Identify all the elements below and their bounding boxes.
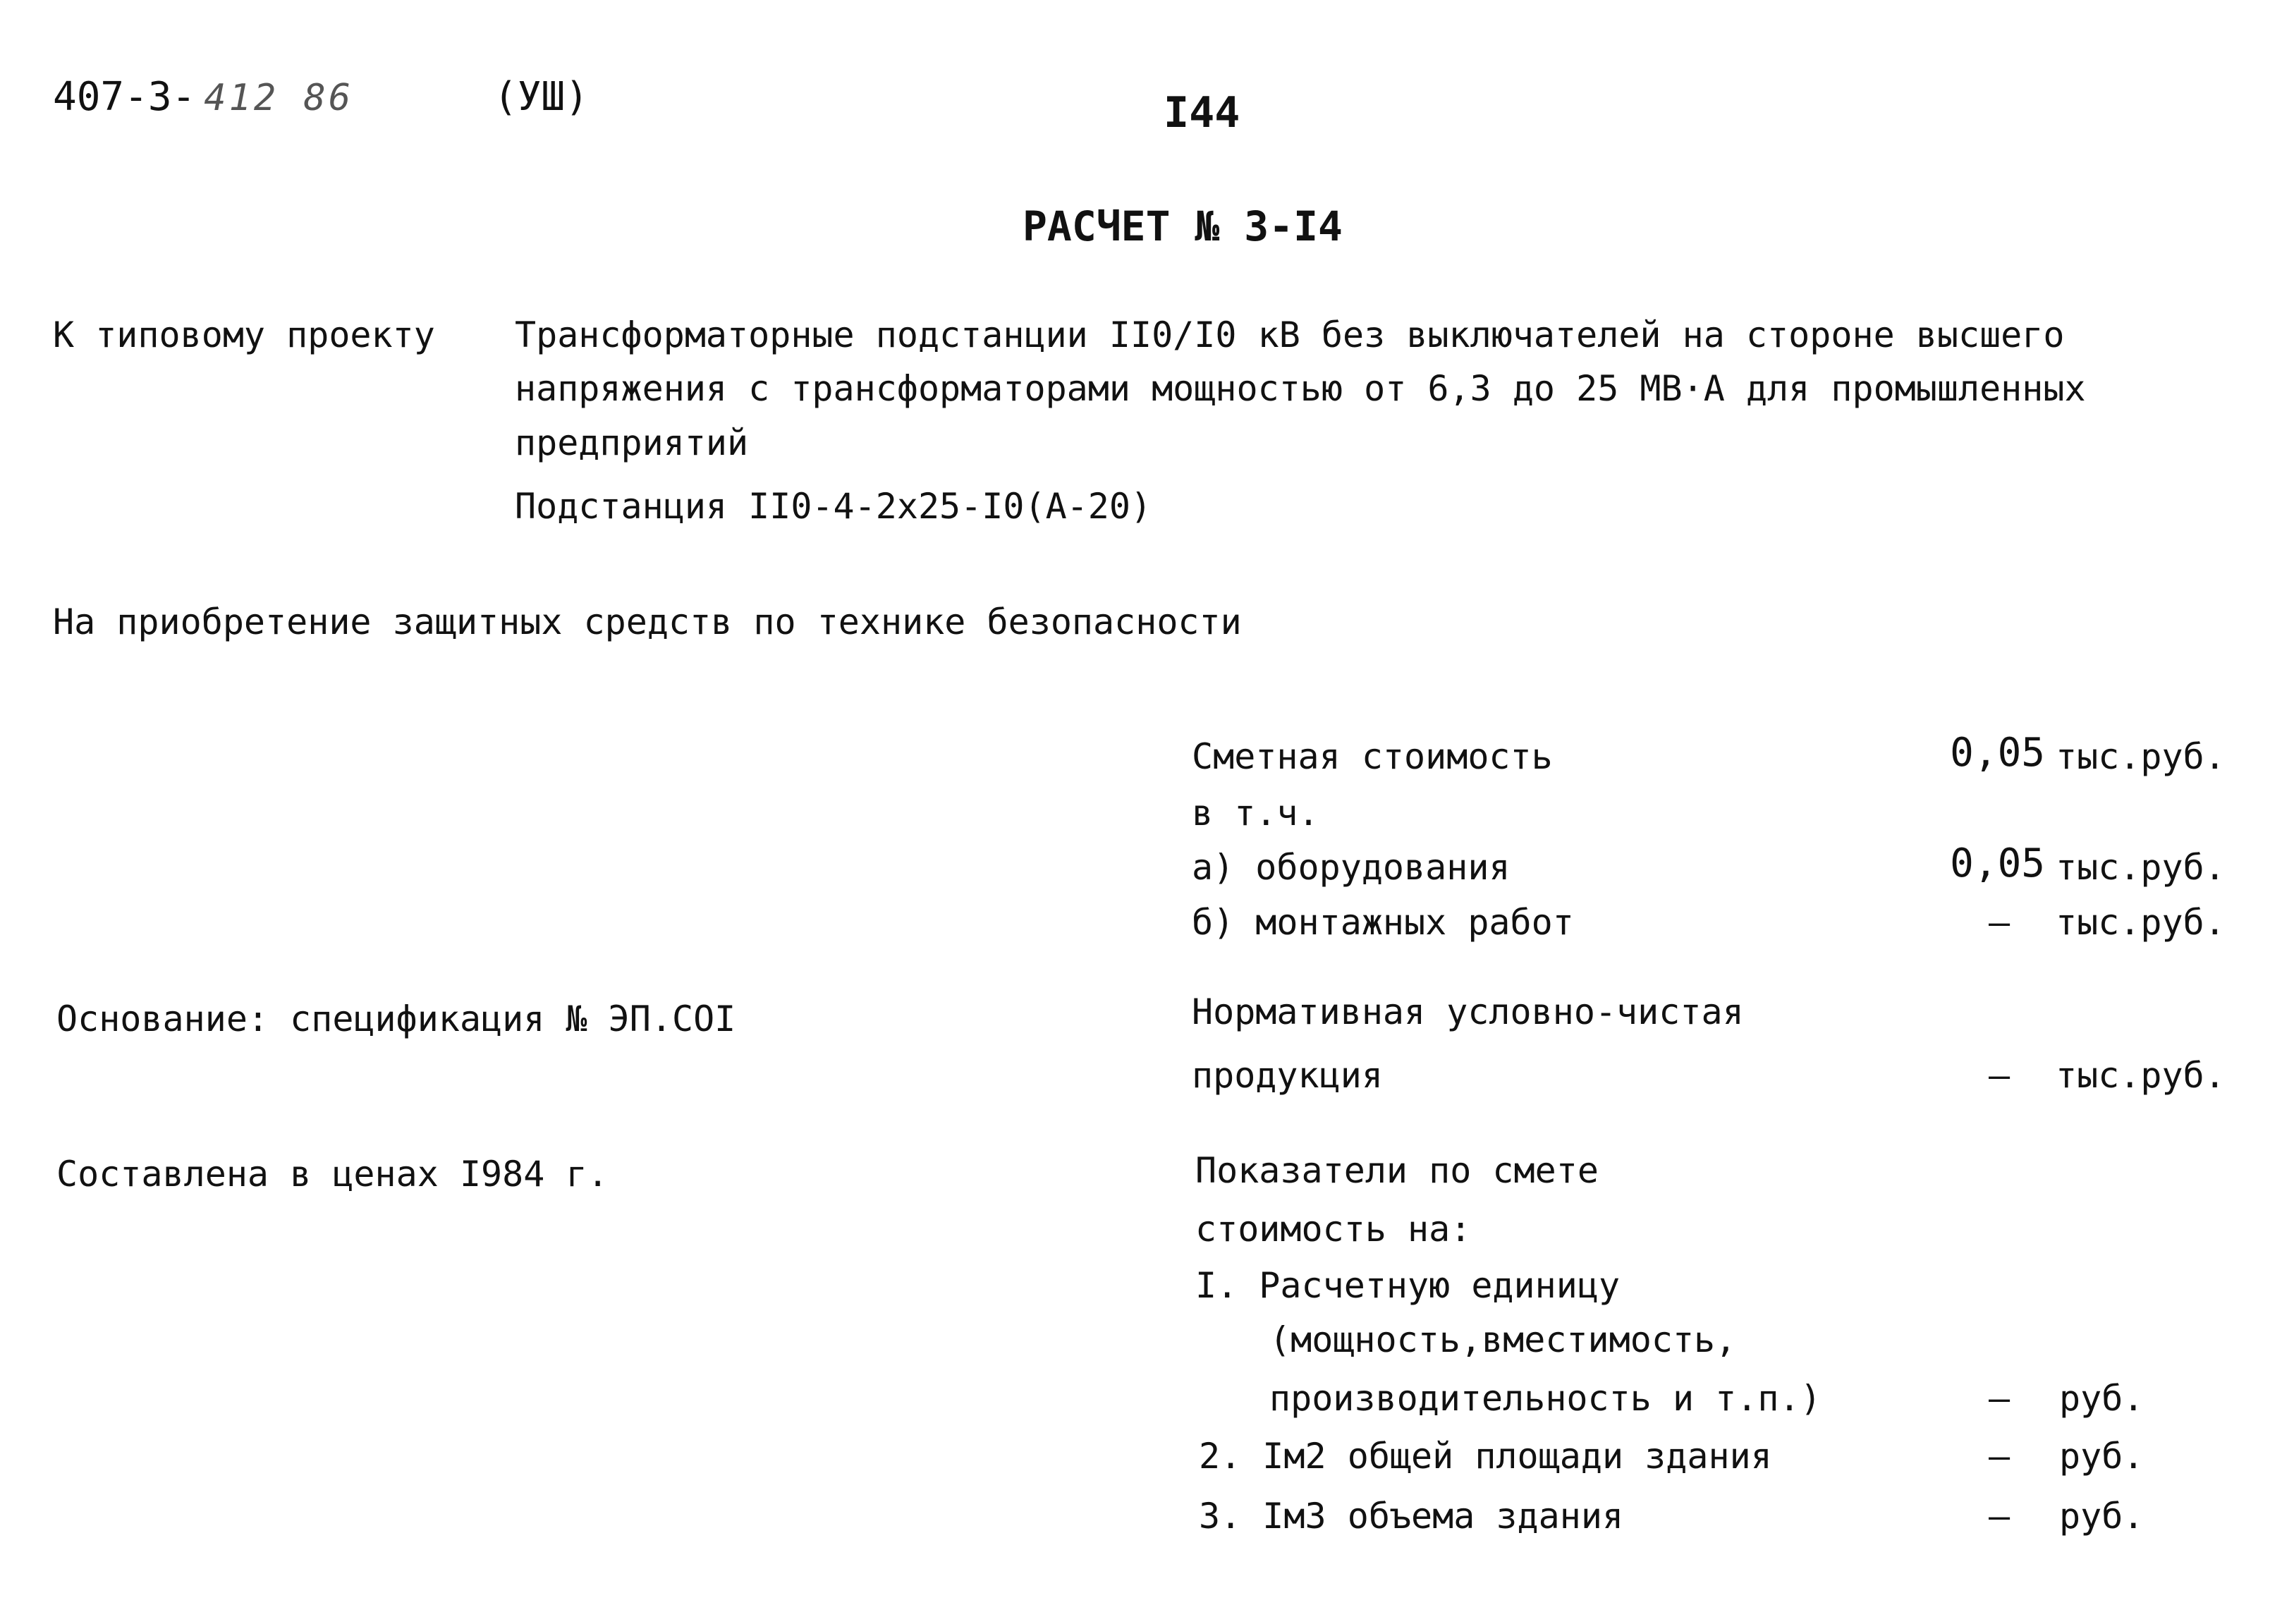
indicator-3-unit: руб. [2059, 1496, 2144, 1537]
indicator-2-label: 2. Iм2 общей площади здания [1199, 1436, 1772, 1477]
doc-code-typed: 407-3- [53, 74, 196, 120]
installation-label: б) монтажных работ [1192, 902, 1574, 943]
indicator-1-row [1269, 1378, 2257, 1423]
purpose-text: На приобретение защитных средств по технике безопасности [53, 602, 1242, 642]
doc-code [53, 74, 354, 120]
project-line-1: Трансформаторные подстанции II0/I0 кВ без выключателей на стороне высшего [515, 315, 2065, 355]
estimated-cost-label: Сметная стоимость [1192, 736, 1553, 777]
equipment-row [1192, 841, 2250, 892]
installation-unit: тыс.руб. [2056, 902, 2226, 943]
normative-label-2: продукция [1192, 1055, 1383, 1096]
project-line-3: предприятий [515, 422, 749, 463]
normative-label-1: Нормативная условно-чистая [1192, 991, 1744, 1032]
project-label: К типовому проекту [53, 315, 435, 355]
indicator-2-value: – [1989, 1436, 2011, 1477]
page-title: РАСЧЕТ № 3-I4 [1023, 202, 1343, 250]
normative-row [1192, 1055, 2250, 1100]
installation-row [1192, 902, 2250, 947]
equipment-value: 0,05 [1950, 841, 2045, 886]
estimated-cost-unit: тыс.руб. [2056, 736, 2226, 777]
prices-text: Составлена в ценах I984 г. [56, 1154, 609, 1195]
project-line-2: напряжения с трансформаторами мощностью от 6,3 до 25 МВ·А для промышленных [515, 368, 2086, 409]
indicator-1-value: – [1989, 1378, 2011, 1419]
basis-text: Основание: спецификация № ЭП.СОI [56, 999, 736, 1039]
including-label: в т.ч. [1192, 793, 1319, 834]
installation-value: – [1989, 902, 2011, 943]
indicators-header-2: стоимость на: [1195, 1209, 1472, 1250]
normative-value: – [1989, 1055, 2011, 1096]
normative-unit: тыс.руб. [2056, 1055, 2226, 1096]
page-number: I44 [1164, 88, 1240, 138]
equipment-label: а) оборудования [1192, 847, 1511, 888]
indicator-1-line-1: I. Расчетную единицу [1195, 1265, 1621, 1306]
estimated-cost-row [1192, 730, 2250, 781]
indicator-2-unit: руб. [2059, 1436, 2144, 1477]
equipment-unit: тыс.руб. [2056, 847, 2226, 888]
estimated-cost-value: 0,05 [1950, 730, 2045, 776]
project-line-4: Подстанция II0-4-2х25-I0(А-20) [515, 486, 1152, 527]
indicator-1-line-2: (мощность,вместимость, [1269, 1319, 1737, 1360]
doc-code-handwritten: 412 86 [204, 77, 354, 119]
indicator-1-unit: руб. [2059, 1378, 2144, 1419]
indicator-3-label: 3. Iм3 объема здания [1199, 1496, 1624, 1537]
indicator-1-line-3: производительность и т.п.) [1269, 1378, 1822, 1419]
indicator-3-row [1199, 1498, 2257, 1541]
indicator-3-value: – [1989, 1496, 2011, 1537]
volume-label: (УШ) [494, 74, 589, 120]
indicators-header-1: Показатели по смете [1195, 1150, 1599, 1191]
indicator-2-row [1199, 1436, 2257, 1481]
